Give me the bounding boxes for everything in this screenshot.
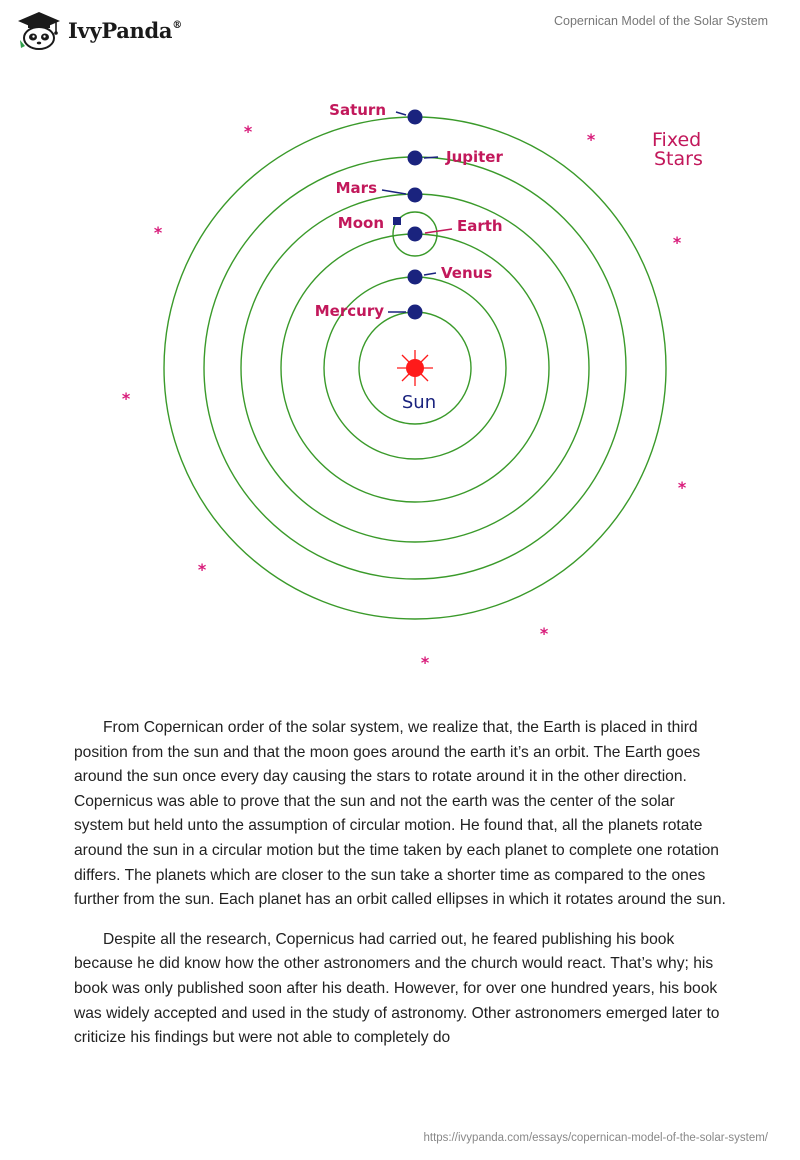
- article-body: [74, 716, 726, 1066]
- fixed-star-icon: *: [420, 653, 430, 672]
- moon-label: Moon: [337, 214, 384, 232]
- sun-label: Sun: [401, 392, 437, 413]
- copernican-diagram: [100, 92, 720, 682]
- ivypanda-logo[interactable]: [16, 10, 182, 50]
- fixed-star-icon: *: [121, 389, 131, 408]
- venus-label: Venus: [441, 264, 493, 282]
- mercury-label: Mercury: [314, 302, 384, 320]
- saturn-label: Saturn: [329, 101, 386, 119]
- page-header: [0, 0, 800, 80]
- source-url[interactable]: https://ivypanda.com/essays/copernican-model-of-the-solar-system/: [423, 1132, 768, 1144]
- stars-label: Stars: [654, 148, 703, 170]
- mars-leader: [382, 190, 406, 194]
- jupiter-label: Jupiter: [446, 148, 503, 166]
- fixed-star-icon: *: [153, 223, 163, 242]
- mars-label: Mars: [335, 179, 377, 197]
- earth-leader: [425, 229, 452, 233]
- panda-mascot-icon: [16, 10, 62, 50]
- mars-planet: [408, 188, 423, 203]
- moon-body: [393, 217, 401, 225]
- fixed-star-icon: *: [677, 478, 687, 497]
- sun-icon: [397, 350, 433, 386]
- fixed-star-icon: *: [672, 233, 682, 252]
- jupiter-leader: [424, 157, 438, 158]
- earth-planet: [408, 227, 423, 242]
- mercury-planet: [408, 305, 423, 320]
- jupiter-planet: [408, 151, 423, 166]
- fixed-star-icon: *: [197, 560, 207, 579]
- fixed-label: Fixed: [652, 129, 702, 151]
- fixed-star-icon: *: [243, 122, 253, 141]
- earth-label: Earth: [457, 217, 503, 235]
- paragraph: From Copernican order of the solar system, we realize that, the Earth is placed in third position from the sun and that the moon goes around the earth it’s an orbit. The Earth goes around the sun once every day causing the stars to rotate around it in the other direction. Copernicus was able to prove that the sun and not the earth was the center of the solar system but held unto the assumption of circular motion. He found that, all the planets rotate around the sun in a circular motion but the time taken by each planet to complete one rotation differs. The planets which are closer to the sun take a shorter time as compared to the ones further from the sun. Each planet has an orbit called ellipses in which it rotates around the sun.: [74, 719, 726, 909]
- venus-leader: [424, 273, 436, 275]
- saturn-leader: [396, 112, 406, 115]
- venus-planet: [408, 270, 423, 285]
- fixed-star-icon: *: [539, 624, 549, 643]
- document-title: Copernican Model of the Solar System: [554, 14, 768, 28]
- paragraph: Despite all the research, Copernicus had carried out, he feared publishing his book because he did know how the other astronomers and the church would react. That’s why; his book was only published soon after his death. However, for over one hundred years, his book was widely accepted and used in the study of astronomy. Other astronomers emerged later to criticize his findings but were not able to completely do: [74, 930, 720, 1047]
- fixed-star-icon: *: [586, 130, 596, 149]
- saturn-planet: [408, 110, 423, 125]
- brand-name: IvyPanda®: [68, 17, 182, 43]
